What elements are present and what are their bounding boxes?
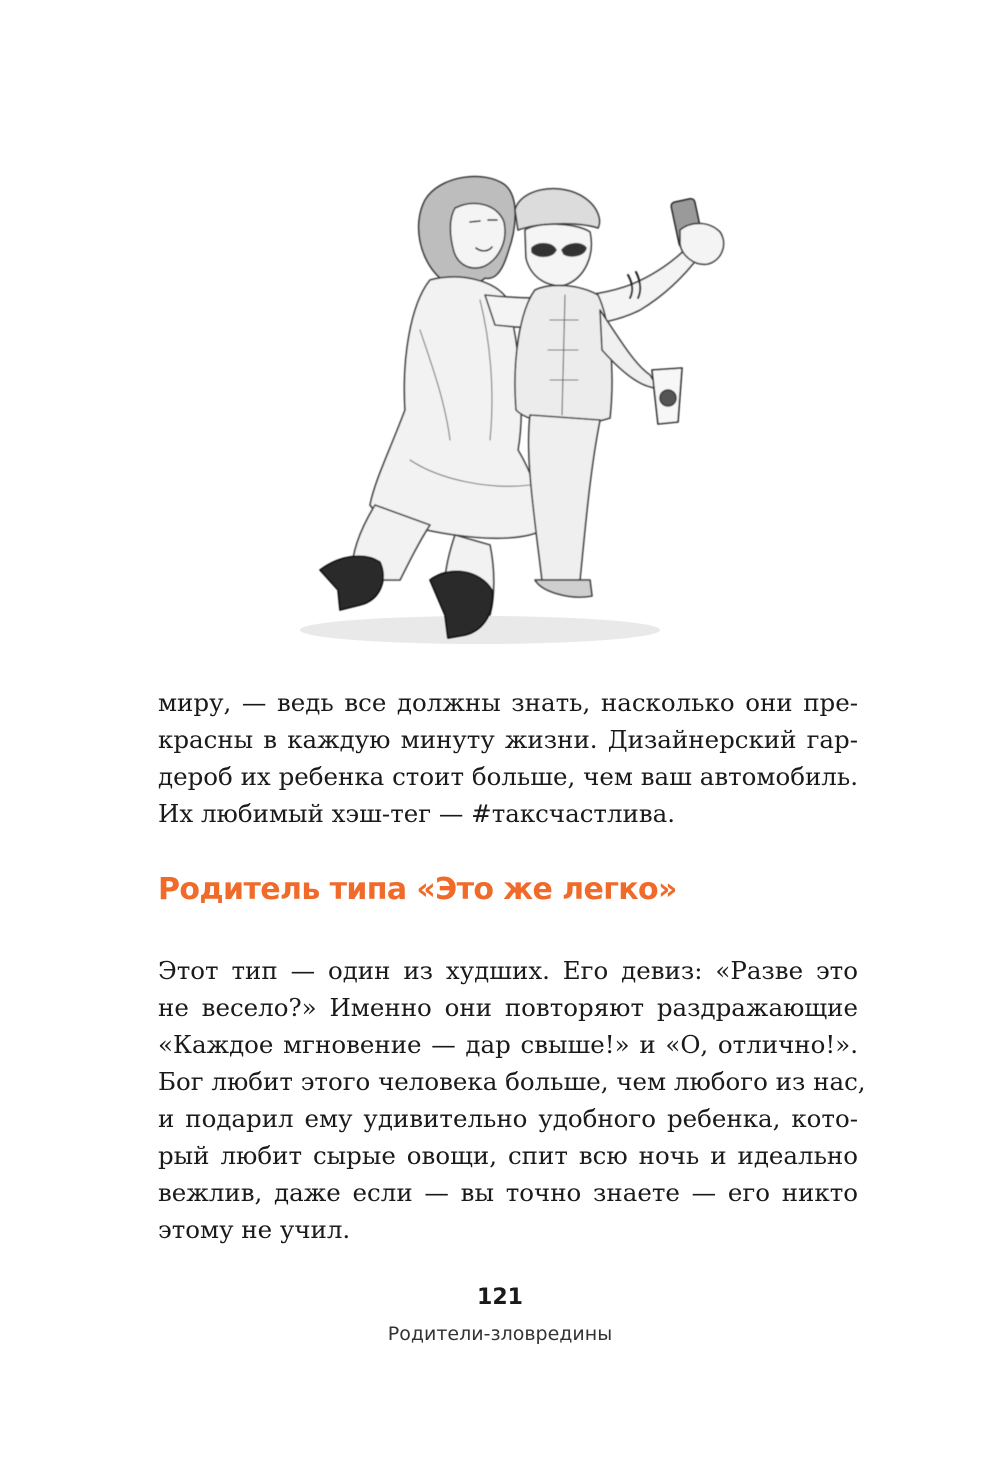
page-number: 121: [477, 1285, 523, 1310]
text-line: Их любимый хэш-тег — #таксчастлива.: [158, 799, 676, 828]
text-line: и подарил ему удивительно удобного ребенка, кото-: [158, 1104, 858, 1133]
text-line: «Каждое мгновение — дар свыше!» и «О, отлично!».: [158, 1030, 858, 1059]
selfie-illustration: [280, 160, 750, 660]
running-title: Родители-зловредины: [387, 1323, 613, 1345]
child-shoe: [535, 580, 592, 597]
text-line: красны в каждую минуту жизни. Дизайнерский гар-: [158, 725, 858, 754]
section-heading: Родитель типа «Это же легко»: [158, 872, 677, 907]
paragraph-2: [158, 952, 866, 1248]
text-line: дероб их ребенка стоит больше, чем ваш автомобиль.: [158, 762, 858, 791]
high-heel-left: [320, 556, 383, 610]
text-line: этому не учил.: [158, 1215, 351, 1244]
text-line: вежлив, даже если — вы точно знаете — его никто: [158, 1178, 858, 1207]
text-line: рый любит сырые овощи, спит всю ночь и идеально: [158, 1141, 858, 1170]
text-line: миру, — ведь все должны знать, насколько они пре-: [158, 688, 858, 717]
text-line: Этот тип — один из худших. Его девиз: «Разве это: [158, 956, 858, 985]
text-line: не весело?» Именно они повторяют раздражающие: [158, 993, 858, 1022]
paragraph-1: [158, 684, 858, 832]
text-line: Бог любит этого человека больше, чем любого из нас,: [158, 1067, 866, 1096]
